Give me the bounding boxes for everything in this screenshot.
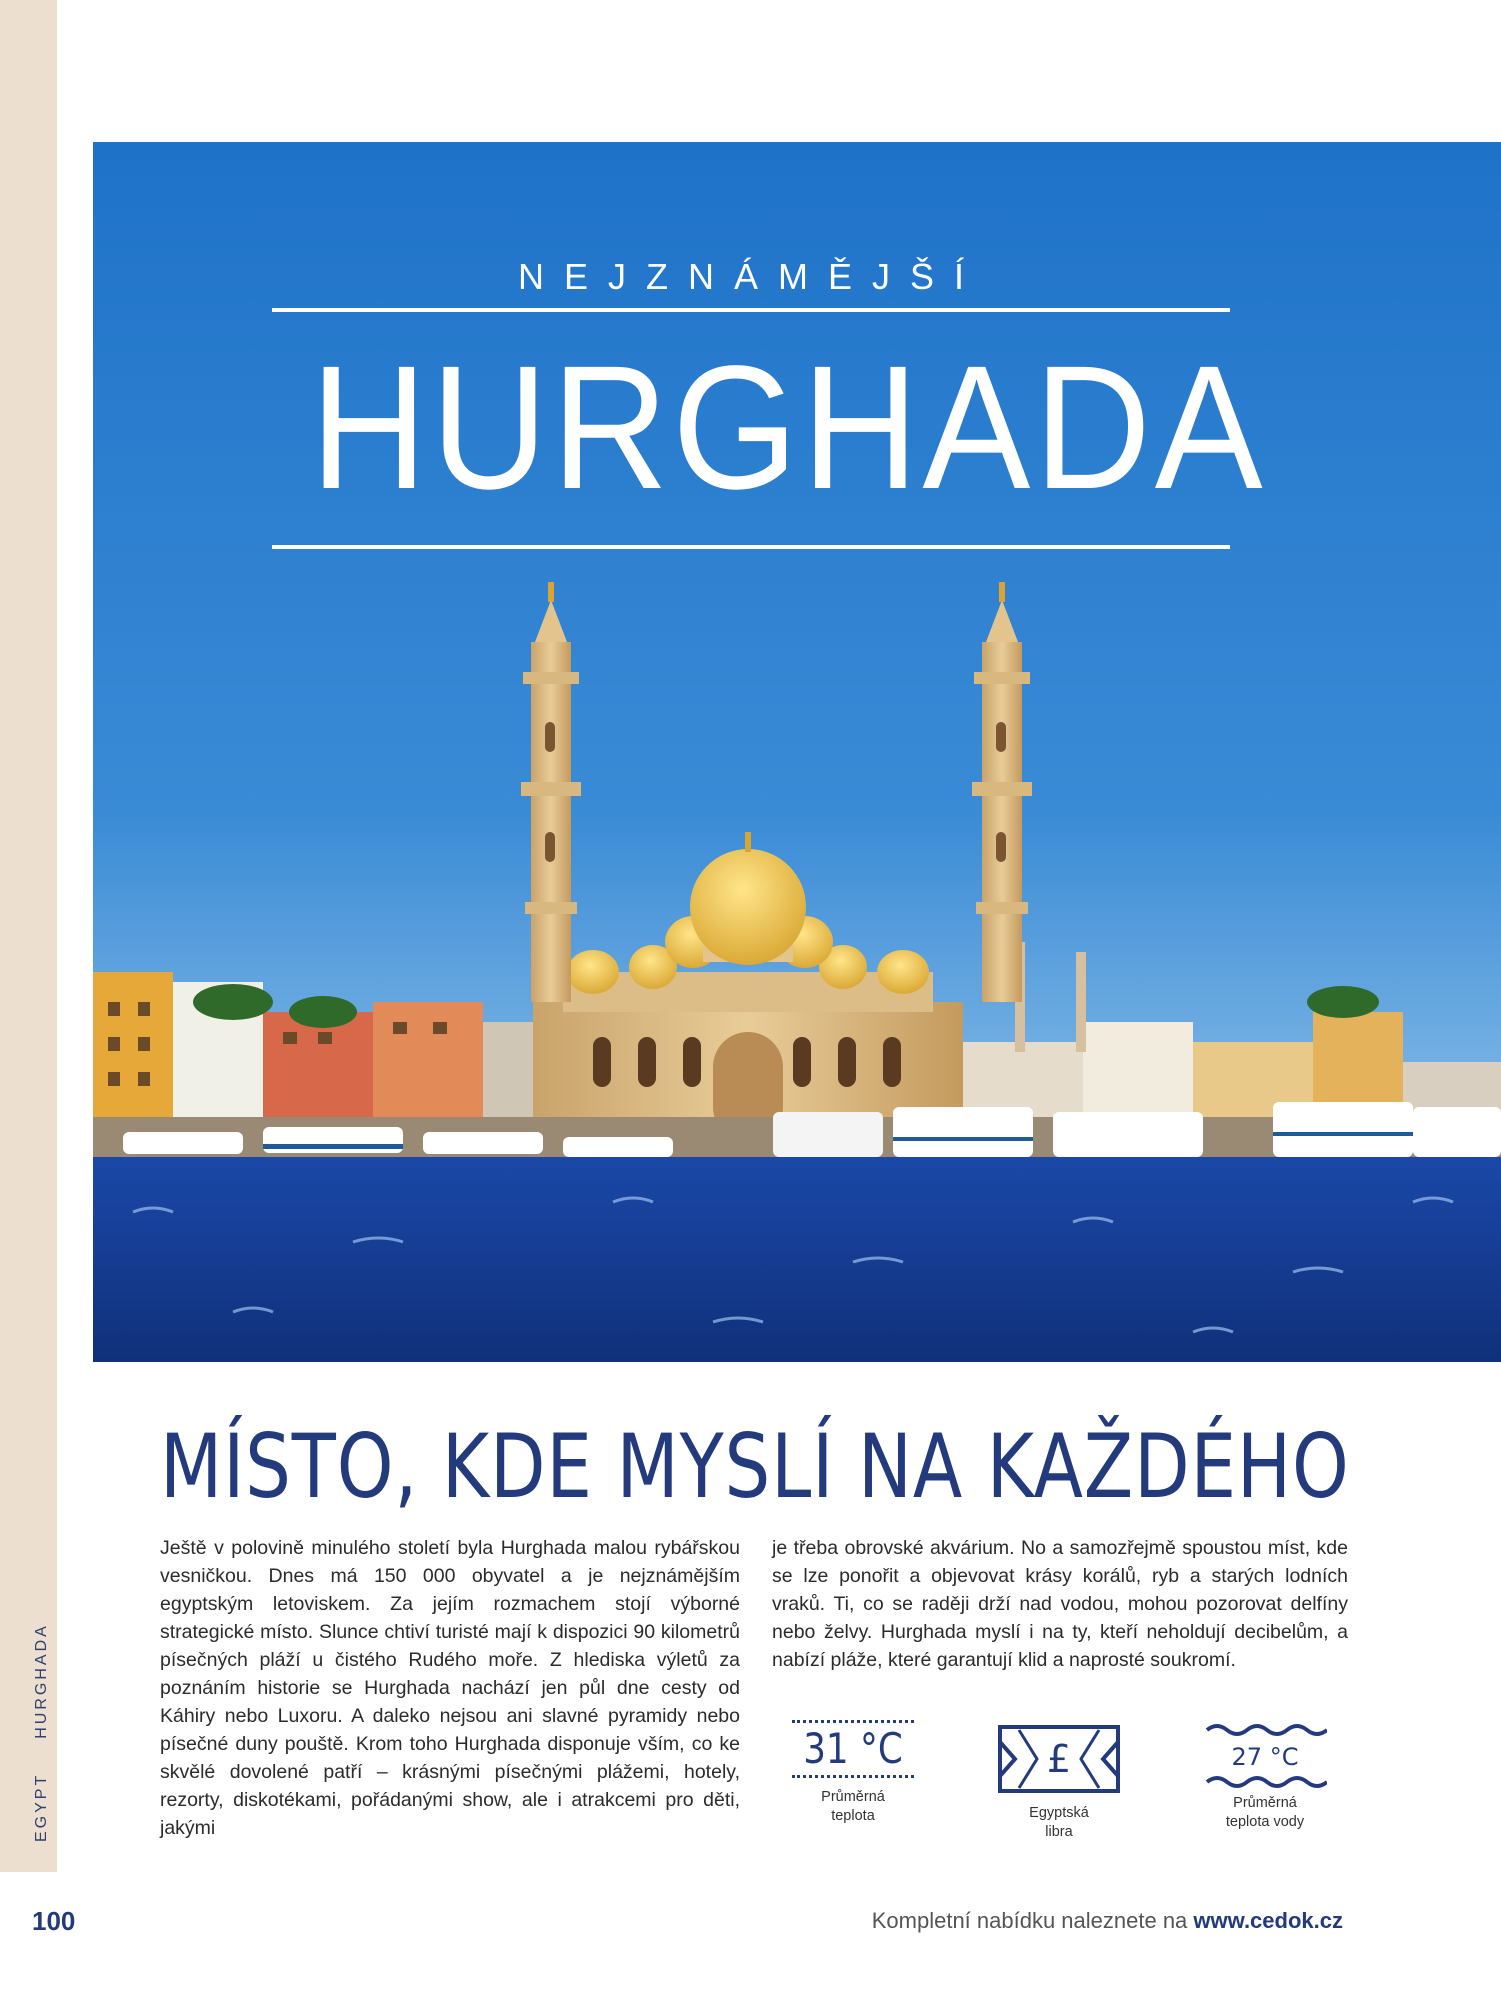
caption-line-2: libra: [1045, 1824, 1073, 1840]
section-destination: HURGHADA: [33, 1623, 50, 1739]
banknote-icon: [997, 1724, 1121, 1794]
waves-icon: [1203, 1720, 1327, 1790]
hero-photo: [93, 142, 1501, 1362]
caption-line-2: teplota: [831, 1808, 875, 1824]
footer-link[interactable]: www.cedok.cz: [1193, 1908, 1343, 1933]
currency-caption: [984, 1804, 1134, 1842]
section-label: [33, 1589, 51, 1842]
article-column-2: je třeba obrovské akvárium. No a samozřejmě spoustou míst, kde se lze ponořit a objevovat krásy korálů, ryb a starých lodních vraků. Ti, co se raději drží nad vodou, mohou pozorovat delfíny nebo želvy. Hurghada myslí i na ty, kteří neholdují decibelům, a nabízí pláže, které garantují klid a naprosté soukromí.: [772, 1537, 1348, 1671]
caption-line-1: Průměrná: [821, 1789, 885, 1805]
dotted-line: [792, 1775, 914, 1778]
air-temperature-value: 31 °C: [803, 1724, 903, 1773]
title-rule-top: [272, 308, 1230, 312]
air-temperature-caption: [778, 1788, 928, 1826]
caption-line-1: Průměrná: [1233, 1795, 1297, 1811]
article-column-1: Ještě v polovině minulého století byla Hurghada malou rybářskou vesničkou. Dnes má 150 000 obyvatel a je nejznámějším egyptským letoviskem. Za jejím rozmachem stojí výborné strategické místo. Slunce chtiví turisté mají k dispozici 90 kilometrů písečných pláží u čistého Rudého moře. Z hlediska výletů za poznáním historie se Hurghada nachází jen půl dne cesty od Káhiry nebo Luxoru. A daleko nejsou ani slavné pyramidy nebo písečné duny pouště. Krom toho Hurghada disponuje vším, co ke skvělé dovolené patří – krásnými písečnými plážemi, hotely, rezorty, diskotékami, pořádanými show, ale i atrakcemi pro děti, jakými: [160, 1537, 740, 1839]
water-temperature-value: 27 °C: [1231, 1743, 1299, 1771]
title-rule-bottom: [272, 545, 1230, 549]
section-country: EGYPT: [33, 1772, 50, 1842]
hero-illustration: [93, 142, 1501, 1362]
water-temperature-caption: [1190, 1794, 1340, 1832]
caption-line-2: teplota vody: [1225, 1814, 1305, 1830]
stat-air-temperature: [778, 1720, 928, 1826]
footer-promo: [872, 1908, 1343, 1934]
footer-text: Kompletní nabídku naleznete na: [871, 1908, 1188, 1933]
stat-currency: [984, 1720, 1134, 1842]
article-headline: MÍSTO, KDE MYSLÍ NA KAŽDÉHO: [160, 1415, 1350, 1518]
hero-kicker: NEJZNÁMĚJŠÍ: [517, 256, 985, 297]
caption-line-1: Egyptská: [1029, 1805, 1089, 1821]
page-number: 100: [32, 1906, 76, 1936]
stat-water-temperature: [1190, 1720, 1340, 1832]
currency-symbol: £: [1046, 1737, 1072, 1781]
hero-title: HURGHADA: [310, 330, 1267, 526]
